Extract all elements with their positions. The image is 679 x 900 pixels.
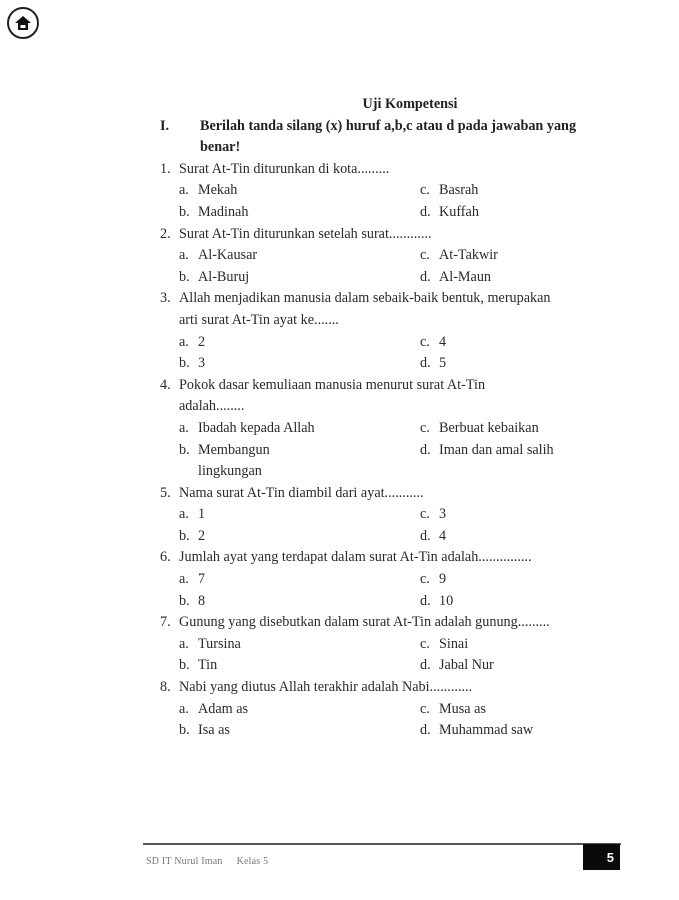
option-label: d. bbox=[420, 657, 431, 674]
option-text: 3 bbox=[198, 355, 206, 372]
footer-grade: Kelas 5 bbox=[236, 856, 269, 867]
option-label: d. bbox=[420, 268, 431, 285]
question-text: Surat At-Tin diturunkan di kota......... bbox=[179, 160, 390, 177]
question-6 bbox=[160, 547, 600, 612]
footer-school: SD IT Nurul Iman bbox=[146, 856, 223, 867]
answer-options bbox=[160, 634, 600, 677]
option-text: Iman dan amal salih bbox=[439, 441, 554, 458]
question-number: 8. bbox=[160, 679, 171, 696]
option-label: a. bbox=[179, 419, 189, 436]
option-text: 8 bbox=[198, 592, 206, 609]
instruction-text: Berilah tanda silang (x) huruf a,b,c atau d pada jawaban yang benar! bbox=[200, 117, 577, 156]
answer-option[interactable] bbox=[420, 569, 600, 591]
answer-option[interactable] bbox=[420, 591, 600, 613]
section-number: I. bbox=[160, 117, 170, 134]
option-text: Tin bbox=[198, 657, 218, 674]
question-number: 6. bbox=[160, 549, 171, 566]
option-text: 1 bbox=[198, 506, 206, 523]
option-label: c. bbox=[420, 419, 430, 436]
option-text: Mekah bbox=[198, 182, 238, 199]
answer-option[interactable] bbox=[420, 418, 600, 440]
worksheet-page bbox=[160, 94, 600, 742]
question-number: 2. bbox=[160, 225, 171, 242]
option-label: b. bbox=[179, 203, 190, 220]
option-label: b. bbox=[179, 657, 190, 674]
option-text: Al-Buruj bbox=[198, 268, 250, 285]
option-label: a. bbox=[179, 506, 189, 523]
answer-option[interactable] bbox=[179, 267, 420, 289]
answer-option[interactable] bbox=[420, 440, 600, 483]
answer-option[interactable] bbox=[420, 202, 600, 224]
answer-options bbox=[160, 332, 600, 375]
option-text: Adam as bbox=[198, 700, 249, 717]
answer-option[interactable] bbox=[179, 699, 420, 721]
instruction bbox=[160, 116, 600, 159]
option-label: c. bbox=[420, 247, 430, 264]
answer-option[interactable] bbox=[420, 504, 600, 526]
answer-option[interactable] bbox=[179, 245, 420, 267]
option-text: 4 bbox=[439, 333, 447, 350]
answer-option[interactable] bbox=[179, 569, 420, 591]
option-label: d. bbox=[420, 203, 431, 220]
option-text: 9 bbox=[439, 571, 447, 588]
answer-option[interactable] bbox=[420, 267, 600, 289]
option-label: c. bbox=[420, 506, 430, 523]
option-text: Tursina bbox=[198, 635, 241, 652]
answer-option[interactable] bbox=[179, 353, 420, 375]
answer-option[interactable] bbox=[179, 526, 420, 548]
option-label: d. bbox=[420, 527, 431, 544]
answer-option[interactable] bbox=[179, 440, 420, 483]
answer-options bbox=[160, 245, 600, 288]
question-2 bbox=[160, 224, 600, 289]
option-label: c. bbox=[420, 182, 430, 199]
option-label: a. bbox=[179, 247, 189, 264]
option-text: Madinah bbox=[198, 203, 249, 220]
question-number: 7. bbox=[160, 614, 171, 631]
question-4 bbox=[160, 375, 600, 483]
answer-option[interactable] bbox=[420, 332, 600, 354]
answer-option[interactable] bbox=[420, 655, 600, 677]
option-text: Muhammad saw bbox=[439, 722, 534, 739]
page-title: Uji Kompetensi bbox=[362, 96, 458, 112]
answer-option[interactable] bbox=[179, 332, 420, 354]
option-label: c. bbox=[420, 571, 430, 588]
answer-option[interactable] bbox=[420, 353, 600, 375]
answer-options bbox=[160, 418, 600, 483]
answer-option[interactable] bbox=[420, 180, 600, 202]
question-text: Nabi yang diutus Allah terakhir adalah Nabi............ bbox=[179, 679, 473, 696]
home-button[interactable] bbox=[7, 7, 39, 39]
question-text: Jumlah ayat yang terdapat dalam surat At-Tin adalah............... bbox=[179, 549, 532, 566]
option-text: 3 bbox=[439, 506, 447, 523]
option-label: b. bbox=[179, 268, 190, 285]
option-text: Berbuat kebaikan bbox=[439, 419, 539, 436]
option-label: c. bbox=[420, 700, 430, 717]
answer-option[interactable] bbox=[179, 591, 420, 613]
answer-option[interactable] bbox=[420, 526, 600, 548]
answer-options bbox=[160, 569, 600, 612]
footer-text bbox=[146, 856, 268, 867]
option-text: 4 bbox=[439, 527, 447, 544]
answer-option[interactable] bbox=[179, 720, 420, 742]
option-text: Ibadah kepada Allah bbox=[198, 419, 315, 436]
question-text: Nama surat At-Tin diambil dari ayat........... bbox=[179, 484, 424, 501]
option-label: b. bbox=[179, 441, 190, 458]
question-number: 5. bbox=[160, 484, 171, 501]
option-label: a. bbox=[179, 333, 189, 350]
question-5 bbox=[160, 483, 600, 548]
option-text: 2 bbox=[198, 333, 206, 350]
option-text: Sinai bbox=[439, 635, 469, 652]
option-label: a. bbox=[179, 571, 189, 588]
option-text: Membangun lingkungan bbox=[198, 441, 270, 480]
option-label: c. bbox=[420, 635, 430, 652]
option-label: a. bbox=[179, 700, 189, 717]
answer-option[interactable] bbox=[420, 245, 600, 267]
option-label: d. bbox=[420, 592, 431, 609]
option-label: d. bbox=[420, 355, 431, 372]
question-text: Allah menjadikan manusia dalam sebaik-baik bentuk, merupakan arti surat At-Tin ayat ke....... bbox=[179, 290, 551, 328]
question-text: Surat At-Tin diturunkan setelah surat............ bbox=[179, 225, 432, 242]
answer-option[interactable] bbox=[179, 655, 420, 677]
option-text: Kuffah bbox=[439, 203, 479, 220]
question-text: Pokok dasar kemuliaan manusia menurut surat At-Tin adalah........ bbox=[179, 376, 486, 415]
question-text: Gunung yang disebutkan dalam surat At-Tin adalah gunung......... bbox=[179, 614, 550, 631]
option-label: d. bbox=[420, 441, 431, 458]
option-label: a. bbox=[179, 635, 189, 652]
question-stem bbox=[160, 224, 600, 246]
option-label: b. bbox=[179, 592, 190, 609]
option-label: a. bbox=[179, 182, 189, 199]
question-stem bbox=[160, 375, 600, 418]
option-text: Al-Kausar bbox=[198, 247, 258, 264]
answer-option[interactable] bbox=[420, 720, 600, 742]
answer-option[interactable] bbox=[179, 634, 420, 656]
option-text: 10 bbox=[439, 592, 454, 609]
question-stem bbox=[160, 547, 600, 569]
option-text: Musa as bbox=[439, 700, 486, 717]
question-stem bbox=[160, 612, 600, 634]
home-icon bbox=[14, 14, 32, 32]
answer-options bbox=[160, 180, 600, 223]
question-1 bbox=[160, 159, 600, 224]
option-text: Basrah bbox=[439, 182, 479, 199]
answer-option[interactable] bbox=[179, 202, 420, 224]
page-number: 5 bbox=[583, 844, 620, 870]
answer-option[interactable] bbox=[179, 504, 420, 526]
answer-option[interactable] bbox=[420, 634, 600, 656]
answer-option[interactable] bbox=[179, 418, 420, 440]
answer-option[interactable] bbox=[420, 699, 600, 721]
answer-option[interactable] bbox=[179, 180, 420, 202]
question-7 bbox=[160, 612, 600, 677]
option-text: Al-Maun bbox=[439, 268, 492, 285]
question-stem bbox=[160, 288, 600, 331]
option-label: b. bbox=[179, 722, 190, 739]
question-number: 3. bbox=[160, 290, 171, 307]
question-number: 1. bbox=[160, 160, 171, 177]
option-text: At-Takwir bbox=[439, 247, 498, 264]
question-stem bbox=[160, 483, 600, 505]
question-list bbox=[160, 159, 600, 742]
answer-options bbox=[160, 699, 600, 742]
question-8 bbox=[160, 677, 600, 742]
option-text: 5 bbox=[439, 355, 447, 372]
option-text: Isa as bbox=[198, 722, 230, 739]
footer-divider bbox=[143, 843, 621, 845]
option-label: c. bbox=[420, 333, 430, 350]
question-stem bbox=[160, 677, 600, 699]
option-text: Jabal Nur bbox=[439, 657, 494, 674]
question-number: 4. bbox=[160, 376, 171, 393]
option-text: 7 bbox=[198, 571, 206, 588]
option-label: b. bbox=[179, 355, 190, 372]
question-stem bbox=[160, 159, 600, 181]
option-label: b. bbox=[179, 527, 190, 544]
option-label: d. bbox=[420, 722, 431, 739]
question-3 bbox=[160, 288, 600, 374]
answer-options bbox=[160, 504, 600, 547]
option-text: 2 bbox=[198, 527, 206, 544]
